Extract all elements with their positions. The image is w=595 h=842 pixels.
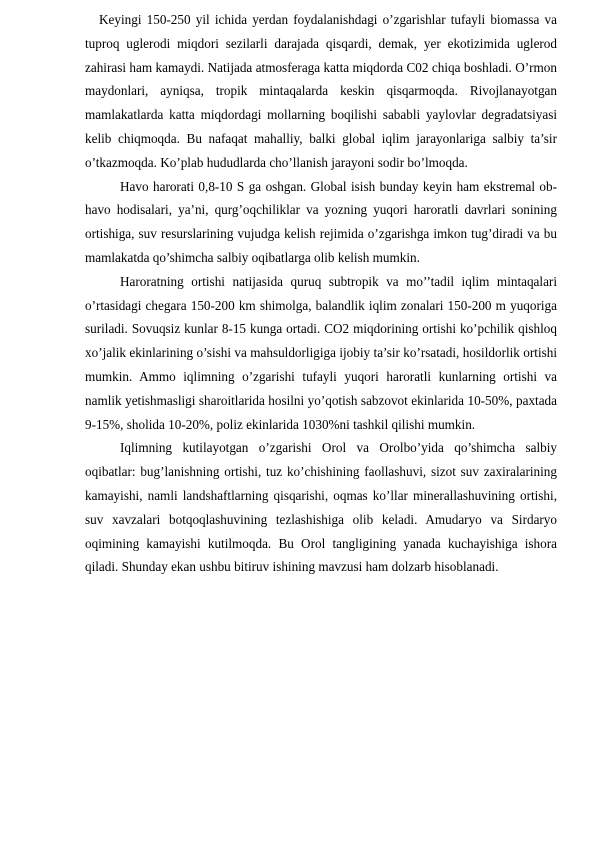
document-page — [85, 8, 557, 579]
paragraph-air-temperature-rise: Havo harorati 0,8-10 S ga oshgan. Global isish bunday keyin ham ekstremal ob-havo hodisalari, ya’ni, qurg’oqchiliklar va yozning yuqori haroratli davrlari sonining ortishiga, suv resurslarining vujudga kelish rejimida o’zgarishga imkon tug’diradi va bu mamlakatda qo’shimcha salbiy oqibatlarga olib kelish mumkin. — [85, 178, 557, 265]
paragraph-biomass-carbon-loss: Keyingi 150-250 yil ichida yerdan foydalanishdagi o’zgarishlar tufayli biomassa va tuproq uglerodi miqdori sezilarli darajada qisqardi, demak, yer ekotizimida uglerod zahirasi ham kamaydi. Natijada atmosferaga katta miqdorda C02 chiqa boshladi. O’rmon maydonlari, ayniqsa, tropik mintaqalarda keskin qisqarmoqda. Rivojlanayotgan mamlakatlarda katta miqdordagi mollarning boqilishi sababli yaylovlar degradatsiyasi kelib chiqmoqda. Bu nafaqat mahalliy, balki global iqlim jarayonlariga salbiy ta’sir o’tkazmoqda. Ko’plab hududlarda cho’llanish jarayoni sodir bo’lmoqda. — [85, 12, 557, 170]
paragraph-aral-consequences: Iqlimning kutilayotgan o’zgarishi Orol va Orolbo’yida qo’shimcha salbiy oqibatlar: bug’lanishning ortishi, tuz ko’chishining faollashuvi, sizot suv zaxiralarining kamayishi, namli landshaftlarning qisqarishi, oqmas ko’llar minerallashuvining ortishi, suv xavzalari botqoqlashuvining tezlashishiga olib keladi. Amudaryo va Sirdaryo oqimining kamayishi kutilmoqda. Bu Orol tangligining yanada kuchayishiga ishora qiladi. Shunday ekan ushbu bitiruv ishining mavzusi ham dolzarb hisoblanadi. — [85, 440, 557, 575]
paragraph-climate-zone-shift: Haroratning ortishi natijasida quruq subtropik va mo’’tadil iqlim mintaqalari o’rtasidagi chegara 150-200 km shimolga, balandlik iqlim zonalari 150-200 m yuqoriga suriladi. Sovuqsiz kunlar 8-15 kunga ortadi. CO2 miqdorining ortishi ko’pchilik qishloq xo’jalik ekinlarining o’sishi va mahsuldorligiga ijobiy ta’sir ko’rsatadi, hosildorlik ortishi mumkin. Ammo iqlimning o’zgarishi tufayli yuqori haroratli kunlarning ortishi va namlik yetishmasligi sharoitlarida hosilni yo’qotish sabzovot ekinlarida 10-50%, paxtada 9-15%, sholida 10-20%, poliz ekinlarida 1030%ni tashkil qilishi mumkin. — [85, 273, 557, 432]
